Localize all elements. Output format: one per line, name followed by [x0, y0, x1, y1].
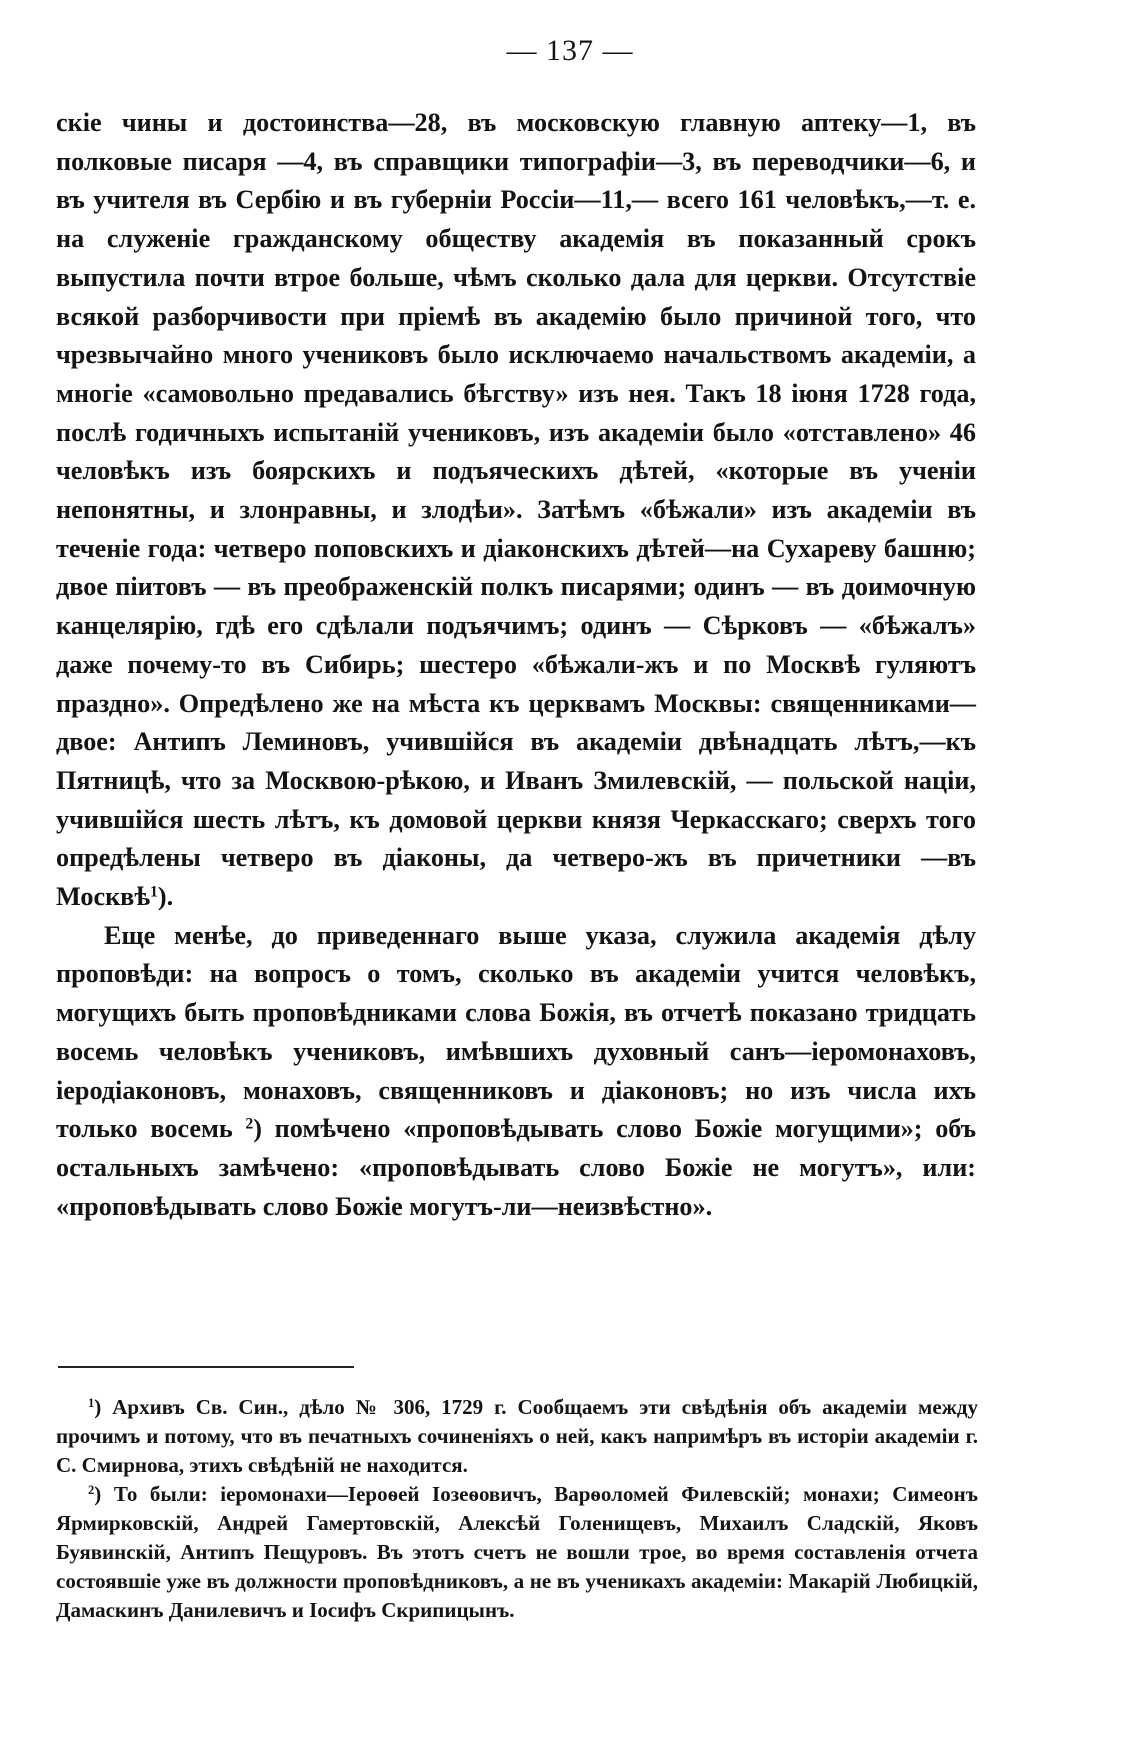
- paragraph-1-tail: ).: [157, 882, 174, 912]
- paragraph-1: [56, 104, 976, 917]
- footnote-2-marker: 2: [88, 1483, 95, 1498]
- paragraph-2-tail: ) помѣчено «проповѣдывать слово Божіе могущими»; объ остальныхъ замѣчено: «проповѣдывать слово Божіе не могутъ», или: «проповѣдывать слово Божіе могутъ-ли—неизвѣстно».: [56, 1114, 977, 1221]
- main-text: [56, 104, 976, 1226]
- footnote-1: [56, 1393, 978, 1480]
- page-number: — 137 —: [506, 34, 634, 67]
- footnote-ref-2: 2: [245, 1115, 254, 1133]
- footnote-2-text: ) То были: іеромонахи—Іероѳей Іозеѳовичъ, Варѳоломей Филевскій; монахи; Симеонъ Ярмирковскій, Андрей Гамертовскій, Алексѣй Голенищевъ, Михаилъ Сладскій, Яковъ Буявинскій, Антипъ Пещуровъ. Въ этотъ счетъ не вошли трое, во время составленія отчета состоявшіе уже въ должности проповѣдниковъ, а не въ ученикахъ академіи: Макарій Любицкій, Дамаскинъ Данилевичъ и Іосифъ Скрипицынъ.: [56, 1482, 978, 1622]
- footnote-2: [56, 1480, 978, 1625]
- footnote-divider: [58, 1366, 354, 1368]
- footnote-1-text: ) Архивъ Св. Син., дѣло № 306, 1729 г. Сообщаемъ эти свѣдѣнія объ академіи между прочимъ и потому, что въ печатныхъ сочиненіяхъ о ней, какъ напримѣръ въ исторіи академіи г. С. Смирнова, этихъ свѣдѣній не находится.: [56, 1395, 978, 1477]
- footnote-1-marker: 1: [88, 1396, 95, 1411]
- paragraph-2-text: Еще менѣе, до приведеннаго выше указа, служила академія дѣлу проповѣди: на вопросъ о томъ, сколько въ академіи учится человѣкъ, могущихъ быть проповѣдниками слова Божія, въ отчетѣ показано тридцать восемь человѣкъ учениковъ, имѣвшихъ духовный санъ—іеромонаховъ, іеродіаконовъ, монаховъ, священниковъ и діаконовъ; но изъ числа ихъ только восемь: [56, 920, 976, 1144]
- footnote-ref-1: 1: [150, 883, 158, 901]
- footnotes: [56, 1393, 978, 1625]
- paragraph-2: [56, 917, 976, 1227]
- paragraph-1-text: скіе чины и достоинства—28, въ московскую главную аптеку—1, въ полковые писаря —4, въ справщики типографіи—3, въ переводчики—6, и въ учителя въ Сербію и въ губерніи Россіи—11,— всего 161 человѣкъ,—т. е. на служеніе гражданскому обществу академія въ показанный срокъ выпустила почти втрое больше, чѣмъ сколько дала для церкви. Отсутствіе всякой разборчивости при пріемѣ въ академію было причиной того, что чрезвычайно много учениковъ было исключаемо начальствомъ академіи, а многіе «самовольно предавались бѣгству» изъ нея. Такъ 18 іюня 1728 года, послѣ годичныхъ испытаній учениковъ, изъ академіи было «отставлено» 46 человѣкъ изъ боярскихъ и подъяческихъ дѣтей, «которые въ ученіи непонятны, и злонравны, и злодѣи». Затѣмъ «бѣжали» изъ академіи въ теченіе года: четверо поповскихъ и діаконскихъ дѣтей—на Сухареву башню; двое піитовъ — въ преображенскій полкъ писарями; одинъ — въ доимочную канцелярію, гдѣ его сдѣлали подъячимъ; одинъ — Сѣрковъ — «бѣжалъ» даже почему-то въ Сибирь; шестеро «бѣжали-жъ и по Москвѣ гуляютъ праздно». Опредѣлено же на мѣста къ церквамъ Москвы: священниками—двое: Антипъ Леминовъ, учившійся въ академіи двѣнадцать лѣтъ,—къ Пятницѣ, что за Москвою-рѣкою, и Иванъ Змилевскій, — польской націи, учившійся шесть лѣтъ, къ домовой церкви князя Черкасскаго; сверхъ того опредѣлены четверо въ діаконы, да четверо-жъ въ причетники —въ Москвѣ: [56, 108, 976, 912]
